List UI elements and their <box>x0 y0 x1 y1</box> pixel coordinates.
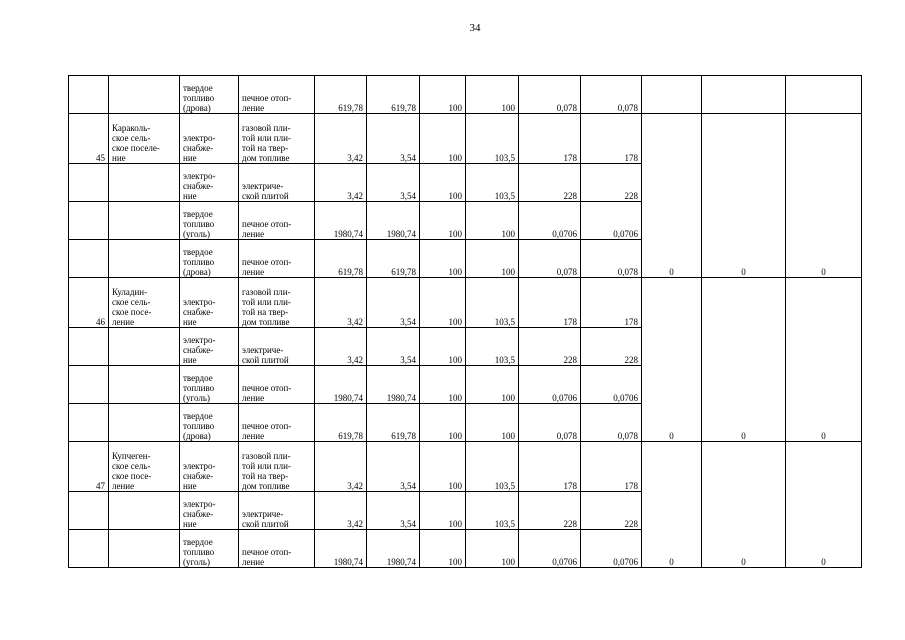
zero-value: 0 <box>786 492 862 568</box>
norm-value-1: 228 <box>519 164 581 202</box>
table-row <box>69 442 862 492</box>
tariff-value-1: 1980,74 <box>315 530 367 568</box>
tariff-value-1: 619,78 <box>315 240 367 278</box>
row-index: 45 <box>69 114 109 164</box>
norm-value-1: 228 <box>519 492 581 530</box>
percent-2: 103,5 <box>466 328 519 366</box>
percent-2: 100 <box>466 202 519 240</box>
zero-value-empty <box>702 278 786 328</box>
zero-value: 0 <box>642 328 702 442</box>
settlement-empty <box>109 366 180 404</box>
settlement-name: Караколь- ское сель- ское поселе- ние <box>109 114 180 164</box>
zero-value: 0 <box>702 328 786 442</box>
heating-method: газовой пли- той или пли- той на твер- дом топливе <box>239 114 315 164</box>
settlement-empty <box>109 164 180 202</box>
percent-2: 100 <box>466 76 519 114</box>
norm-value-2: 0,078 <box>581 240 642 278</box>
heating-method: печное отоп- ление <box>239 530 315 568</box>
heating-method: газовой пли- той или пли- той на твер- дом топливе <box>239 442 315 492</box>
percent-1: 100 <box>420 76 466 114</box>
settlement-empty <box>109 240 180 278</box>
zero-value: 0 <box>642 492 702 568</box>
heating-method: печное отоп- ление <box>239 404 315 442</box>
settlement-empty <box>109 492 180 530</box>
table-row <box>69 164 862 202</box>
norm-value-2: 178 <box>581 442 642 492</box>
norm-value-2: 0,0706 <box>581 202 642 240</box>
norm-value-1: 0,078 <box>519 404 581 442</box>
settlement-empty <box>109 328 180 366</box>
percent-2: 103,5 <box>466 164 519 202</box>
row-index-empty <box>69 164 109 202</box>
norm-value-2: 228 <box>581 492 642 530</box>
tariff-value-2: 3,54 <box>367 442 420 492</box>
heating-method: печное отоп- ление <box>239 366 315 404</box>
tariff-value-2: 3,54 <box>367 492 420 530</box>
table-row <box>69 328 862 366</box>
tariff-value-1: 619,78 <box>315 404 367 442</box>
percent-1: 100 <box>420 328 466 366</box>
heating-method: печное отоп- ление <box>239 76 315 114</box>
heating-method: электриче- ской плитой <box>239 164 315 202</box>
norm-value-1: 0,078 <box>519 76 581 114</box>
norm-value-1: 0,0706 <box>519 366 581 404</box>
percent-1: 100 <box>420 164 466 202</box>
settlement-empty <box>109 202 180 240</box>
tariff-value-1: 3,42 <box>315 164 367 202</box>
row-index-empty <box>69 202 109 240</box>
heating-method: газовой пли- той или пли- той на твер- дом топливе <box>239 278 315 328</box>
heating-method: электриче- ской плитой <box>239 328 315 366</box>
tariff-value-1: 3,42 <box>315 442 367 492</box>
page-number: 34 <box>469 22 481 34</box>
tariff-value-2: 1980,74 <box>367 366 420 404</box>
row-index <box>69 76 109 114</box>
zero-value <box>786 76 862 114</box>
norm-value-1: 178 <box>519 278 581 328</box>
zero-value-empty <box>642 114 702 164</box>
tariff-value-1: 3,42 <box>315 328 367 366</box>
zero-value-empty <box>786 442 862 492</box>
row-index-empty <box>69 530 109 568</box>
table-row <box>69 492 862 530</box>
tariff-value-2: 3,54 <box>367 278 420 328</box>
zero-value-empty <box>702 442 786 492</box>
fuel-type: твердое топливо (дрова) <box>180 240 239 278</box>
norm-value-1: 178 <box>519 114 581 164</box>
percent-1: 100 <box>420 442 466 492</box>
percent-2: 103,5 <box>466 278 519 328</box>
percent-2: 103,5 <box>466 114 519 164</box>
norm-value-2: 228 <box>581 164 642 202</box>
tariff-value-2: 3,54 <box>367 328 420 366</box>
table-row <box>69 114 862 164</box>
norm-value-2: 0,078 <box>581 76 642 114</box>
tariff-value-1: 3,42 <box>315 278 367 328</box>
fuel-type: электро- снабже- ние <box>180 278 239 328</box>
zero-value-empty <box>702 114 786 164</box>
table-row <box>69 278 862 328</box>
percent-2: 100 <box>466 404 519 442</box>
settlement-name: Купчеген- ское сель- ское посе- ление <box>109 442 180 492</box>
zero-value: 0 <box>702 492 786 568</box>
percent-2: 100 <box>466 366 519 404</box>
percent-1: 100 <box>420 240 466 278</box>
percent-1: 100 <box>420 530 466 568</box>
fuel-type: электро- снабже- ние <box>180 492 239 530</box>
norm-value-2: 0,0706 <box>581 530 642 568</box>
row-index-empty <box>69 328 109 366</box>
percent-1: 100 <box>420 492 466 530</box>
norm-value-1: 0,078 <box>519 240 581 278</box>
zero-value-empty <box>786 278 862 328</box>
norm-value-1: 178 <box>519 442 581 492</box>
row-index-empty <box>69 404 109 442</box>
zero-value: 0 <box>702 164 786 278</box>
percent-1: 100 <box>420 202 466 240</box>
row-index: 46 <box>69 278 109 328</box>
zero-value-empty <box>642 442 702 492</box>
settlement-name: Куладин- ское сель- ское посе- ление <box>109 278 180 328</box>
tariff-value-1: 619,78 <box>315 76 367 114</box>
norm-value-2: 178 <box>581 114 642 164</box>
fuel-type: электро- снабже- ние <box>180 114 239 164</box>
tariff-value-2: 619,78 <box>367 404 420 442</box>
tariff-value-1: 3,42 <box>315 114 367 164</box>
settlement-name <box>109 76 180 114</box>
zero-value <box>702 76 786 114</box>
percent-1: 100 <box>420 278 466 328</box>
tariff-value-2: 3,54 <box>367 114 420 164</box>
tariff-value-1: 1980,74 <box>315 202 367 240</box>
percent-2: 100 <box>466 530 519 568</box>
percent-1: 100 <box>420 366 466 404</box>
tariff-value-2: 619,78 <box>367 240 420 278</box>
norm-value-2: 178 <box>581 278 642 328</box>
percent-2: 100 <box>466 240 519 278</box>
norm-value-1: 0,0706 <box>519 530 581 568</box>
fuel-type: электро- снабже- ние <box>180 164 239 202</box>
tariff-value-2: 1980,74 <box>367 530 420 568</box>
fuel-type: твердое топливо (уголь) <box>180 530 239 568</box>
percent-1: 100 <box>420 404 466 442</box>
tariff-value-2: 1980,74 <box>367 202 420 240</box>
settlement-empty <box>109 530 180 568</box>
table-row <box>69 76 862 114</box>
norm-value-2: 228 <box>581 328 642 366</box>
norm-value-2: 0,078 <box>581 404 642 442</box>
percent-1: 100 <box>420 114 466 164</box>
fuel-type: твердое топливо (уголь) <box>180 202 239 240</box>
norm-value-1: 0,0706 <box>519 202 581 240</box>
norm-value-2: 0,0706 <box>581 366 642 404</box>
zero-value: 0 <box>786 328 862 442</box>
heating-method: печное отоп- ление <box>239 240 315 278</box>
norm-value-1: 228 <box>519 328 581 366</box>
settlement-empty <box>109 404 180 442</box>
row-index-empty <box>69 366 109 404</box>
zero-value: 0 <box>642 164 702 278</box>
zero-value <box>642 76 702 114</box>
tariff-value-2: 3,54 <box>367 164 420 202</box>
heating-method: электриче- ской плитой <box>239 492 315 530</box>
fuel-type: электро- снабже- ние <box>180 442 239 492</box>
percent-2: 103,5 <box>466 442 519 492</box>
fuel-type: электро- снабже- ние <box>180 328 239 366</box>
zero-value-empty <box>786 114 862 164</box>
fuel-type: твердое топливо (дрова) <box>180 76 239 114</box>
tariff-value-1: 3,42 <box>315 492 367 530</box>
zero-value: 0 <box>786 164 862 278</box>
tariff-value-2: 619,78 <box>367 76 420 114</box>
fuel-type: твердое топливо (уголь) <box>180 366 239 404</box>
tariff-value-1: 1980,74 <box>315 366 367 404</box>
percent-2: 103,5 <box>466 492 519 530</box>
row-index-empty <box>69 492 109 530</box>
fuel-type: твердое топливо (дрова) <box>180 404 239 442</box>
tariff-table <box>68 75 862 568</box>
zero-value-empty <box>642 278 702 328</box>
row-index-empty <box>69 240 109 278</box>
row-index: 47 <box>69 442 109 492</box>
heating-method: печное отоп- ление <box>239 202 315 240</box>
